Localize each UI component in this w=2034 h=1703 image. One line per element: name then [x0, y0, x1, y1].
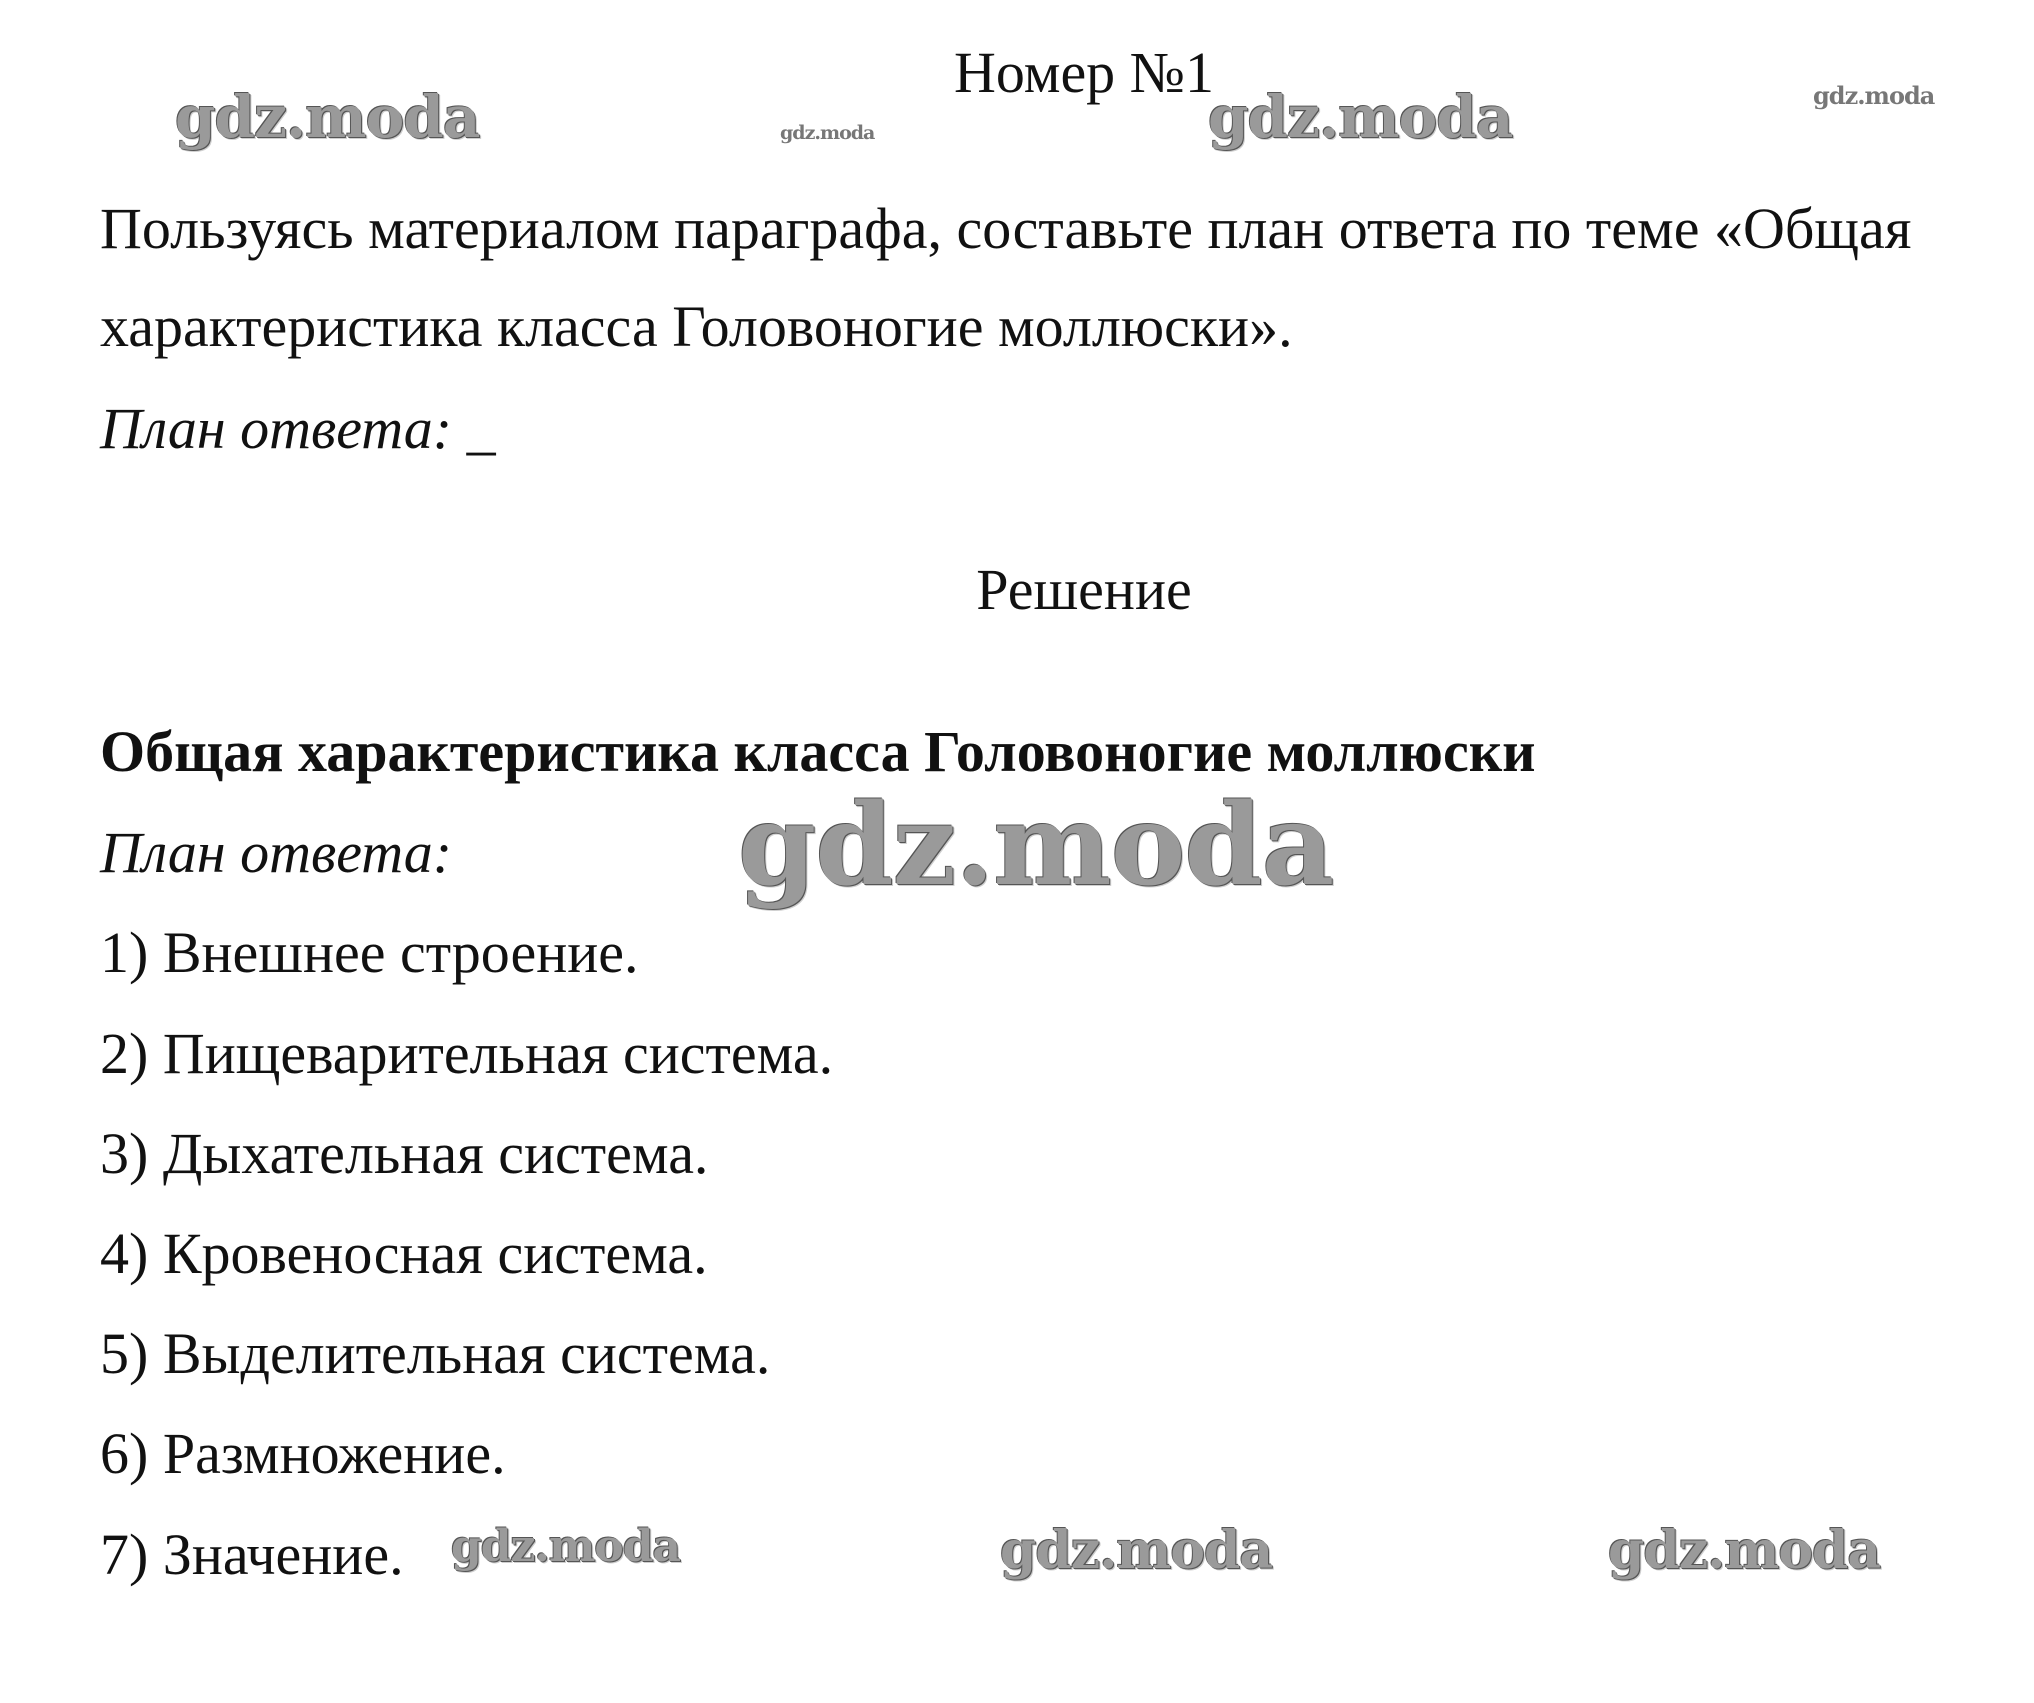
plan-item-3: 3) Дыхательная система. — [100, 1121, 709, 1186]
plan-item-1: 1) Внешнее строение. — [100, 920, 639, 985]
watermark-logo: gdz.moda — [780, 122, 875, 144]
watermark-logo: gdz.moda — [1208, 83, 1513, 151]
answer-prompt: План ответа: _ — [100, 396, 496, 461]
plan-item-5: 5) Выделительная система. — [100, 1321, 771, 1386]
plan-label: План ответа: — [100, 820, 453, 885]
watermark-logo: gdz.moda — [1000, 1520, 1273, 1581]
plan-item-6: 6) Размножение. — [100, 1421, 506, 1486]
solution-topic: Общая характеристика класса Головоногие моллюски — [100, 719, 1536, 784]
watermark-logo: gdz.moda — [451, 1521, 681, 1572]
watermark-logo: gdz.moda — [175, 83, 480, 151]
task-text-line-2: характеристика класса Головоногие моллюски». — [100, 294, 1293, 359]
watermark-logo: gdz.moda — [1813, 81, 1935, 110]
plan-item-4: 4) Кровеносная система. — [100, 1221, 708, 1286]
page-title: Номер №1 — [953, 40, 1215, 105]
plan-item-2: 2) Пищеварительная система. — [100, 1021, 834, 1086]
task-text-line-1: Пользуясь материалом параграфа, составьте план ответа по теме «Общая — [100, 196, 1912, 261]
watermark-logo: gdz.moda — [1608, 1520, 1881, 1581]
watermark-logo: gdz.moda — [738, 780, 1334, 911]
plan-item-7: 7) Значение. — [100, 1522, 404, 1587]
solution-heading: Решение — [976, 557, 1192, 622]
